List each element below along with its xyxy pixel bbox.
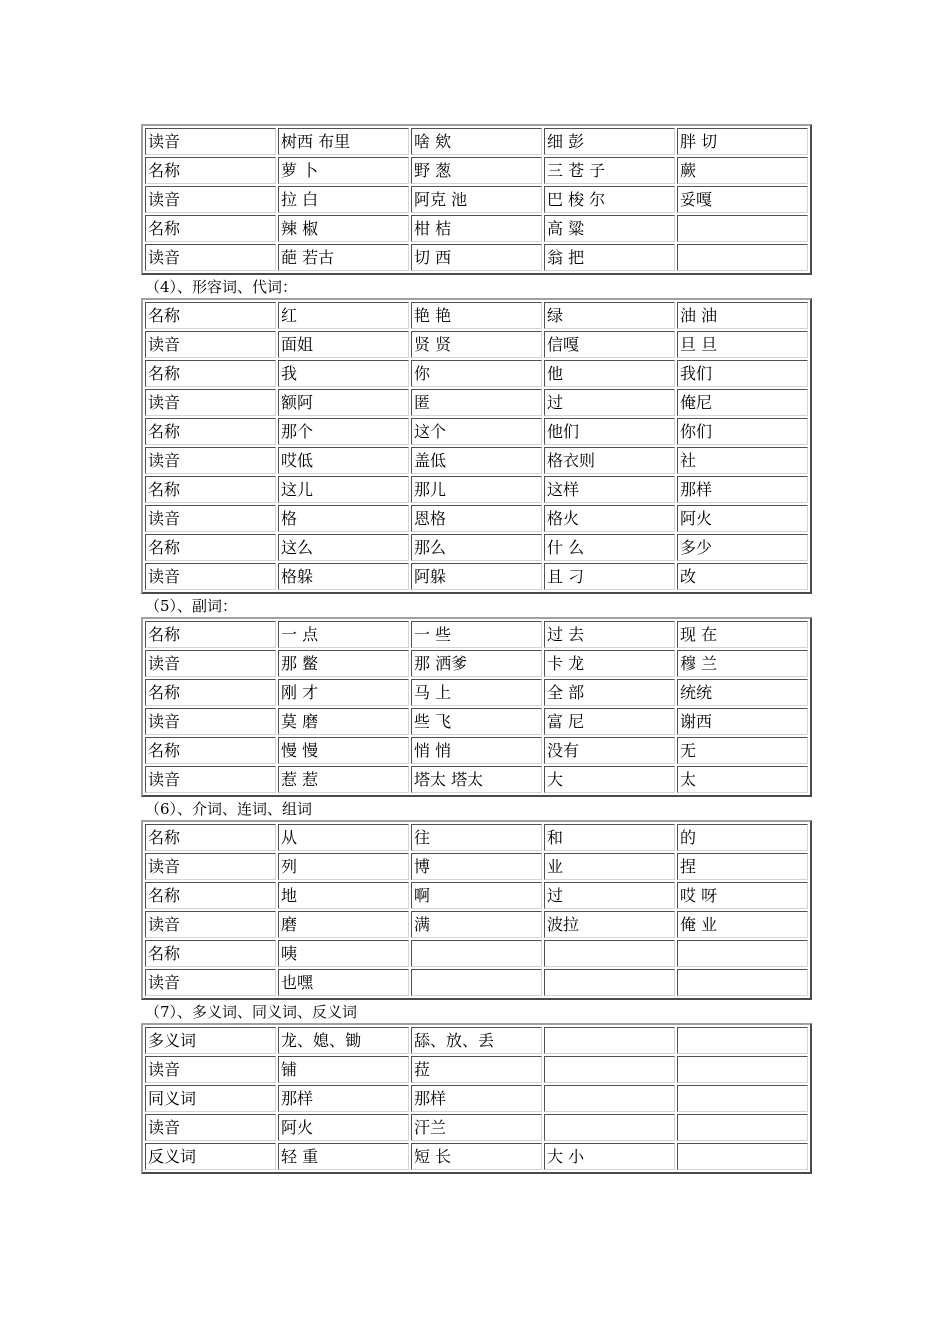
row-label-cell: 读音 <box>145 563 276 590</box>
table-row <box>145 1114 808 1141</box>
row-label-cell: 名称 <box>145 940 276 967</box>
table-row <box>145 1143 808 1170</box>
table-cell: 和 <box>544 824 675 851</box>
table-row <box>145 737 808 764</box>
table-cell: 旦 旦 <box>677 331 808 358</box>
table-row <box>145 157 808 184</box>
vocabulary-table <box>141 1023 812 1174</box>
table-cell: 波拉 <box>544 911 675 938</box>
section-heading: （6）、介词、连词、组词 <box>145 800 313 818</box>
table-cell: 胖 切 <box>677 128 808 155</box>
table-row <box>145 244 808 271</box>
table-cell: 那儿 <box>411 476 542 503</box>
table-cell: 地 <box>278 882 409 909</box>
document-body <box>141 124 810 1174</box>
table-cell: 面姐 <box>278 331 409 358</box>
table-cell: 大 <box>544 766 675 793</box>
table-cell: 信嘎 <box>544 331 675 358</box>
table-row <box>145 302 808 329</box>
table-cell: 没有 <box>544 737 675 764</box>
table-cell: 穆 兰 <box>677 650 808 677</box>
table-cell: 往 <box>411 824 542 851</box>
table-cell: 哎 呀 <box>677 882 808 909</box>
table-cell: 三 苍 子 <box>544 157 675 184</box>
table-cell <box>677 1143 808 1170</box>
table-cell: 那 洒爹 <box>411 650 542 677</box>
row-label-cell: 读音 <box>145 505 276 532</box>
table-cell: 多少 <box>677 534 808 561</box>
table-cell: 额阿 <box>278 389 409 416</box>
table-cell <box>677 940 808 967</box>
table-row <box>145 824 808 851</box>
table-row <box>145 215 808 242</box>
table-cell: 一 点 <box>278 621 409 648</box>
table-cell <box>677 215 808 242</box>
table-cell <box>677 1114 808 1141</box>
row-label-cell: 名称 <box>145 679 276 706</box>
row-label-cell: 名称 <box>145 534 276 561</box>
table-cell: 阿火 <box>677 505 808 532</box>
table-cell: 且 刁 <box>544 563 675 590</box>
table-cell: 全 部 <box>544 679 675 706</box>
table-cell: 过 <box>544 389 675 416</box>
table-cell: 贤 贤 <box>411 331 542 358</box>
row-label-cell: 读音 <box>145 244 276 271</box>
table-cell: 这儿 <box>278 476 409 503</box>
row-label-cell: 名称 <box>145 215 276 242</box>
table-row <box>145 476 808 503</box>
table-row <box>145 853 808 880</box>
table-cell: 翁 把 <box>544 244 675 271</box>
table-cell: 辣 椒 <box>278 215 409 242</box>
table-cell: 马 上 <box>411 679 542 706</box>
row-label-cell: 读音 <box>145 331 276 358</box>
table-cell: 那个 <box>278 418 409 445</box>
table-cell: 过 去 <box>544 621 675 648</box>
section-heading: （5）、副词： <box>145 597 238 615</box>
table-row <box>145 882 808 909</box>
table-cell: 博 <box>411 853 542 880</box>
table-cell: 妥嘎 <box>677 186 808 213</box>
row-label-cell: 读音 <box>145 911 276 938</box>
row-label-cell: 名称 <box>145 476 276 503</box>
table-row <box>145 1085 808 1112</box>
row-label-cell: 多义词 <box>145 1027 276 1054</box>
table-cell: 的 <box>677 824 808 851</box>
table-cell: 短 长 <box>411 1143 542 1170</box>
table-cell: 磨 <box>278 911 409 938</box>
table-cell: 俺尼 <box>677 389 808 416</box>
table-row <box>145 128 808 155</box>
table-cell: 菈 <box>411 1056 542 1083</box>
table-cell: 葩 若古 <box>278 244 409 271</box>
vocabulary-table <box>141 820 812 1000</box>
table-cell: 那样 <box>278 1085 409 1112</box>
table-cell: 你们 <box>677 418 808 445</box>
table-row <box>145 563 808 590</box>
table-row <box>145 186 808 213</box>
table-row <box>145 534 808 561</box>
table-cell: 列 <box>278 853 409 880</box>
table-row <box>145 389 808 416</box>
table-row <box>145 447 808 474</box>
table-cell: 拉 白 <box>278 186 409 213</box>
table-cell: 塔太 塔太 <box>411 766 542 793</box>
table-cell: 龙、媳、锄 <box>278 1027 409 1054</box>
table-cell: 我们 <box>677 360 808 387</box>
table-cell: 阿躲 <box>411 563 542 590</box>
table-cell: 这样 <box>544 476 675 503</box>
table-row <box>145 650 808 677</box>
row-label-cell: 读音 <box>145 766 276 793</box>
table-cell: 你 <box>411 360 542 387</box>
table-cell: 啥 欸 <box>411 128 542 155</box>
table-cell: 谢西 <box>677 708 808 735</box>
table-cell: 那 鳖 <box>278 650 409 677</box>
table-cell: 统统 <box>677 679 808 706</box>
table-cell: 也嘿 <box>278 969 409 996</box>
table-cell: 绿 <box>544 302 675 329</box>
row-label-cell: 名称 <box>145 882 276 909</box>
row-label-cell: 名称 <box>145 302 276 329</box>
table-cell: 从 <box>278 824 409 851</box>
table-cell <box>677 1085 808 1112</box>
table-cell: 巴 梭 尔 <box>544 186 675 213</box>
table-row <box>145 360 808 387</box>
table-cell: 细 彭 <box>544 128 675 155</box>
table-cell: 匿 <box>411 389 542 416</box>
table-cell: 红 <box>278 302 409 329</box>
table-cell: 太 <box>677 766 808 793</box>
table-cell: 汗兰 <box>411 1114 542 1141</box>
row-label-cell: 名称 <box>145 157 276 184</box>
vocabulary-table <box>141 124 812 275</box>
table-cell: 这么 <box>278 534 409 561</box>
table-cell <box>677 1056 808 1083</box>
row-label-cell: 同义词 <box>145 1085 276 1112</box>
table-cell <box>544 1056 675 1083</box>
table-cell: 蕨 <box>677 157 808 184</box>
section-heading: （4）、形容词、代词： <box>145 278 298 296</box>
table-cell: 阿克 池 <box>411 186 542 213</box>
table-cell <box>544 1027 675 1054</box>
row-label-cell: 名称 <box>145 737 276 764</box>
table-row <box>145 1027 808 1054</box>
table-row <box>145 1056 808 1083</box>
section-heading: （7）、多义词、同义词、反义词 <box>145 1003 358 1021</box>
table-cell: 油 油 <box>677 302 808 329</box>
row-label-cell: 名称 <box>145 621 276 648</box>
table-row <box>145 679 808 706</box>
table-row <box>145 505 808 532</box>
table-cell: 社 <box>677 447 808 474</box>
table-row <box>145 911 808 938</box>
table-cell <box>544 969 675 996</box>
table-row <box>145 969 808 996</box>
table-cell: 格躲 <box>278 563 409 590</box>
table-cell: 哎低 <box>278 447 409 474</box>
table-cell: 那样 <box>677 476 808 503</box>
row-label-cell: 读音 <box>145 969 276 996</box>
table-cell <box>677 969 808 996</box>
table-cell <box>544 1114 675 1141</box>
row-label-cell: 读音 <box>145 447 276 474</box>
table-row <box>145 708 808 735</box>
table-cell: 高 粱 <box>544 215 675 242</box>
table-cell: 这个 <box>411 418 542 445</box>
table-cell <box>544 1085 675 1112</box>
table-cell: 些 飞 <box>411 708 542 735</box>
table-cell: 刚 才 <box>278 679 409 706</box>
table-cell: 舔、放、丢 <box>411 1027 542 1054</box>
table-cell: 那么 <box>411 534 542 561</box>
table-cell: 格 <box>278 505 409 532</box>
table-cell: 现 在 <box>677 621 808 648</box>
table-cell: 惹 惹 <box>278 766 409 793</box>
table-cell: 他 <box>544 360 675 387</box>
table-cell: 野 葱 <box>411 157 542 184</box>
table-cell: 改 <box>677 563 808 590</box>
table-cell <box>544 940 675 967</box>
table-cell: 切 西 <box>411 244 542 271</box>
table-cell: 业 <box>544 853 675 880</box>
table-cell: 悄 悄 <box>411 737 542 764</box>
table-row <box>145 621 808 648</box>
table-cell: 阿火 <box>278 1114 409 1141</box>
table-cell: 盖低 <box>411 447 542 474</box>
table-cell: 俺 业 <box>677 911 808 938</box>
table-row <box>145 331 808 358</box>
table-cell: 大 小 <box>544 1143 675 1170</box>
table-cell: 他们 <box>544 418 675 445</box>
row-label-cell: 读音 <box>145 853 276 880</box>
table-cell: 过 <box>544 882 675 909</box>
row-label-cell: 读音 <box>145 186 276 213</box>
table-cell: 萝 卜 <box>278 157 409 184</box>
table-cell: 什 么 <box>544 534 675 561</box>
table-row <box>145 418 808 445</box>
row-label-cell: 读音 <box>145 389 276 416</box>
table-cell: 一 些 <box>411 621 542 648</box>
row-label-cell: 读音 <box>145 1056 276 1083</box>
table-cell <box>411 969 542 996</box>
row-label-cell: 读音 <box>145 128 276 155</box>
table-cell: 满 <box>411 911 542 938</box>
table-cell: 格火 <box>544 505 675 532</box>
vocabulary-table <box>141 298 812 594</box>
table-cell: 咦 <box>278 940 409 967</box>
table-cell <box>677 244 808 271</box>
table-cell: 我 <box>278 360 409 387</box>
row-label-cell: 读音 <box>145 1114 276 1141</box>
row-label-cell: 名称 <box>145 824 276 851</box>
table-cell: 恩格 <box>411 505 542 532</box>
row-label-cell: 名称 <box>145 360 276 387</box>
table-cell: 捏 <box>677 853 808 880</box>
table-row <box>145 766 808 793</box>
row-label-cell: 读音 <box>145 650 276 677</box>
table-cell: 铺 <box>278 1056 409 1083</box>
table-cell <box>677 1027 808 1054</box>
table-cell: 那样 <box>411 1085 542 1112</box>
table-cell: 柑 桔 <box>411 215 542 242</box>
row-label-cell: 读音 <box>145 708 276 735</box>
table-cell: 轻 重 <box>278 1143 409 1170</box>
table-cell: 莫 磨 <box>278 708 409 735</box>
table-cell: 树西 布里 <box>278 128 409 155</box>
table-row <box>145 940 808 967</box>
vocabulary-table <box>141 617 812 797</box>
row-label-cell: 名称 <box>145 418 276 445</box>
table-cell: 艳 艳 <box>411 302 542 329</box>
table-cell: 无 <box>677 737 808 764</box>
table-cell: 慢 慢 <box>278 737 409 764</box>
table-cell: 啊 <box>411 882 542 909</box>
table-cell: 富 尼 <box>544 708 675 735</box>
table-cell: 卡 龙 <box>544 650 675 677</box>
table-cell <box>411 940 542 967</box>
table-cell: 格衣则 <box>544 447 675 474</box>
row-label-cell: 反义词 <box>145 1143 276 1170</box>
